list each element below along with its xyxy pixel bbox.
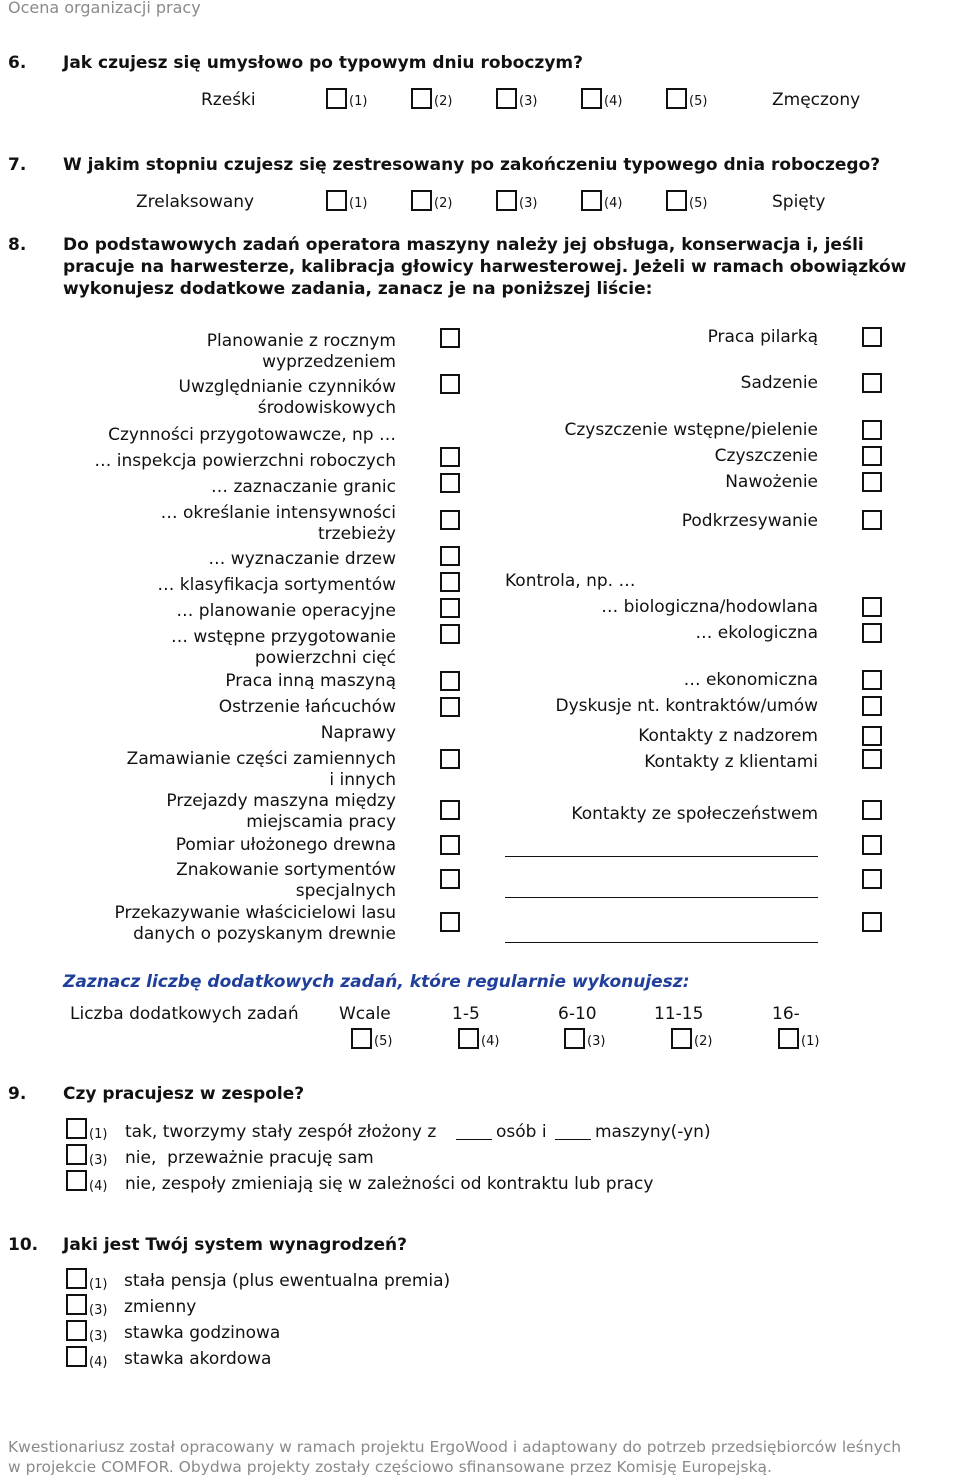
- right-task-2-checkbox[interactable]: [862, 373, 882, 393]
- q6-option-5-code: (5): [689, 94, 708, 109]
- right-task-6-checkbox[interactable]: [862, 510, 882, 530]
- count-option-5-checkbox[interactable]: [778, 1028, 799, 1049]
- q9-option-1-text-b: osób i: [496, 1122, 547, 1142]
- right-task-11-label: Dyskusje nt. kontraktów/umów: [555, 696, 818, 716]
- q7-option-1-checkbox[interactable]: [326, 190, 347, 211]
- left-task-5-checkbox[interactable]: [440, 473, 460, 493]
- q6-option-2-checkbox[interactable]: [411, 88, 432, 109]
- q8-count-prompt: Zaznacz liczbę dodatkowych zadań, które regularnie wykonujesz:: [63, 972, 690, 992]
- left-task-9-label-line-1: … planowanie operacyjne: [176, 601, 396, 621]
- left-task-17-label-line-2: specjalnych: [295, 881, 396, 901]
- q7-option-5-code: (5): [689, 196, 708, 211]
- left-task-12-label-line-1: Ostrzenie łańcuchów: [218, 697, 396, 717]
- q8-text-line-3: wykonujesz dodatkowe zadania, zanacz je na poniższej liście:: [63, 279, 653, 299]
- left-task-1-label-line-1: Planowanie z rocznym: [206, 331, 396, 351]
- q10-option-2-label: zmienny: [124, 1297, 197, 1317]
- q7-left-anchor: Zrelaksowany: [136, 192, 255, 212]
- right-task-5-label: Nawożenie: [725, 472, 818, 492]
- q7-question: W jakim stopniu czujesz się zestresowany po zakończeniu typowego dnia roboczego?: [63, 155, 881, 175]
- right-task-3-label: Czyszczenie wstępne/pielenie: [564, 420, 818, 440]
- left-task-16-label-line-1: Pomiar ułożonego drewna: [175, 835, 396, 855]
- q9-number: 9.: [8, 1084, 27, 1104]
- q6-option-5-checkbox[interactable]: [666, 88, 687, 109]
- q7-right-anchor: Spięty: [772, 192, 826, 212]
- left-task-6-label-line-2: trzebieży: [318, 524, 396, 544]
- count-option-2-label: 1-5: [452, 1004, 480, 1024]
- left-task-9-checkbox[interactable]: [440, 598, 460, 618]
- right-task-3-checkbox[interactable]: [862, 420, 882, 440]
- q7-option-4-code: (4): [604, 196, 623, 211]
- q9-option-2-text: nie, przeważnie pracuję sam: [125, 1148, 374, 1168]
- right-task-4-checkbox[interactable]: [862, 446, 882, 466]
- q7-option-5-checkbox[interactable]: [666, 190, 687, 211]
- right-other-task-3-checkbox[interactable]: [862, 912, 882, 932]
- q10-option-4-code: (4): [89, 1355, 108, 1370]
- q6-option-4-checkbox[interactable]: [581, 88, 602, 109]
- left-task-3-label-line-1: Czynności przygotowawcze, np …: [108, 425, 396, 445]
- left-task-7-label-line-1: … wyznaczanie drzew: [208, 549, 396, 569]
- q6-option-2-code: (2): [434, 94, 453, 109]
- left-task-12-checkbox[interactable]: [440, 697, 460, 717]
- q7-option-4-checkbox[interactable]: [581, 190, 602, 211]
- count-option-4-label: 11-15: [654, 1004, 704, 1024]
- right-task-13-checkbox[interactable]: [862, 749, 882, 769]
- right-task-2-label: Sadzenie: [740, 373, 818, 393]
- count-option-5-code: (1): [801, 1034, 820, 1049]
- q10-option-4-checkbox[interactable]: [66, 1346, 87, 1367]
- q8-text-line-1: Do podstawowych zadań operatora maszyny należy jej obsługa, konserwacja i, jeśli: [63, 235, 864, 255]
- q10-option-4-label: stawka akordowa: [124, 1349, 272, 1369]
- q10-option-2-checkbox[interactable]: [66, 1294, 87, 1315]
- q6-option-3-code: (3): [519, 94, 538, 109]
- right-task-8-checkbox[interactable]: [862, 597, 882, 617]
- left-task-17-checkbox[interactable]: [440, 869, 460, 889]
- right-task-9-checkbox[interactable]: [862, 623, 882, 643]
- q10-option-1-checkbox[interactable]: [66, 1268, 87, 1289]
- left-task-15-label-line-1: Przejazdy maszyna między: [166, 791, 396, 811]
- q6-question: Jak czujesz się umysłowo po typowym dniu roboczym?: [63, 53, 583, 73]
- footer-line-1: Kwestionariusz został opracowany w ramach projektu ErgoWood i adaptowany do potrzeb przedsiębiorców leśnych: [8, 1438, 902, 1456]
- left-task-14-label-line-2: i innych: [329, 770, 396, 790]
- right-task-4-label: Czyszczenie: [714, 446, 818, 466]
- right-task-14-label: Kontakty ze społeczeństwem: [571, 804, 818, 824]
- left-task-7-checkbox[interactable]: [440, 546, 460, 566]
- count-option-2-code: (4): [481, 1034, 500, 1049]
- left-task-8-label-line-1: … klasyfikacja sortymentów: [157, 575, 396, 595]
- count-option-5-label: 16-: [772, 1004, 800, 1024]
- left-task-2-label-line-2: środowiskowych: [257, 398, 396, 418]
- count-option-3-label: 6-10: [558, 1004, 597, 1024]
- count-option-4-checkbox[interactable]: [671, 1028, 692, 1049]
- q10-option-3-checkbox[interactable]: [66, 1320, 87, 1341]
- q6-option-1-checkbox[interactable]: [326, 88, 347, 109]
- right-task-11-checkbox[interactable]: [862, 696, 882, 716]
- q7-number: 7.: [8, 155, 27, 175]
- q8-other-task-line-3[interactable]: [505, 942, 818, 943]
- q9-machine-count-input[interactable]: [555, 1139, 591, 1140]
- q9-team-size-input[interactable]: [456, 1139, 492, 1140]
- q10-number: 10.: [8, 1235, 39, 1255]
- left-task-13-label-line-1: Naprawy: [320, 723, 396, 743]
- left-task-10-label-line-2: powierzchni cięć: [254, 648, 396, 668]
- left-task-14-checkbox[interactable]: [440, 749, 460, 769]
- left-task-1-label-line-2: wyprzedzeniem: [262, 352, 396, 372]
- q6-option-4-code: (4): [604, 94, 623, 109]
- count-option-2-checkbox[interactable]: [458, 1028, 479, 1049]
- q9-option-3-code: (4): [89, 1179, 108, 1194]
- left-task-6-label-line-1: … określanie intensywności: [160, 503, 396, 523]
- q10-option-3-label: stawka godzinowa: [124, 1323, 281, 1343]
- q10-question: Jaki jest Twój system wynagrodzeń?: [63, 1235, 407, 1255]
- q6-number: 6.: [8, 53, 27, 73]
- q9-option-1-checkbox[interactable]: [66, 1118, 87, 1139]
- count-option-4-code: (2): [694, 1034, 713, 1049]
- left-task-4-label-line-1: … inspekcja powierzchni roboczych: [94, 451, 396, 471]
- left-task-15-checkbox[interactable]: [440, 800, 460, 820]
- right-task-1-checkbox[interactable]: [862, 327, 882, 347]
- left-task-16-checkbox[interactable]: [440, 835, 460, 855]
- left-task-11-checkbox[interactable]: [440, 671, 460, 691]
- q10-option-3-code: (3): [89, 1329, 108, 1344]
- right-task-12-checkbox[interactable]: [862, 726, 882, 746]
- left-task-1-checkbox[interactable]: [440, 328, 460, 348]
- left-task-11-label-line-1: Praca inną maszyną: [225, 671, 396, 691]
- q7-option-2-code: (2): [434, 196, 453, 211]
- left-task-14-label-line-1: Zamawianie części zamiennych: [126, 749, 396, 769]
- count-option-1-checkbox[interactable]: [351, 1028, 372, 1049]
- q10-option-1-code: (1): [89, 1277, 108, 1292]
- count-option-1-code: (5): [374, 1034, 393, 1049]
- q9-option-2-checkbox[interactable]: [66, 1144, 87, 1165]
- right-task-5-checkbox[interactable]: [862, 472, 882, 492]
- q6-right-anchor: Zmęczony: [772, 90, 861, 110]
- right-task-1-label: Praca pilarką: [707, 327, 818, 347]
- q9-question: Czy pracujesz w zespole?: [63, 1084, 305, 1104]
- q6-option-1-code: (1): [349, 94, 368, 109]
- q7-option-3-code: (3): [519, 196, 538, 211]
- left-task-15-label-line-2: miejscamia pracy: [246, 812, 396, 832]
- q8-count-label: Liczba dodatkowych zadań: [70, 1004, 299, 1024]
- q7-option-2-checkbox[interactable]: [411, 190, 432, 211]
- left-task-4-checkbox[interactable]: [440, 447, 460, 467]
- count-option-3-checkbox[interactable]: [564, 1028, 585, 1049]
- q7-option-1-code: (1): [349, 196, 368, 211]
- q7-option-3-checkbox[interactable]: [496, 190, 517, 211]
- count-option-1-label: Wcale: [339, 1004, 391, 1024]
- left-task-18-checkbox[interactable]: [440, 912, 460, 932]
- page-header-title: Ocena organizacji pracy: [8, 0, 201, 17]
- left-task-18-label-line-2: danych o pozyskanym drewnie: [133, 924, 396, 944]
- left-task-2-checkbox[interactable]: [440, 374, 460, 394]
- q8-other-task-line-1[interactable]: [505, 856, 818, 857]
- left-task-5-label-line-1: … zaznaczanie granic: [211, 477, 396, 497]
- right-task-9-label: … ekologiczna: [695, 623, 818, 643]
- q9-option-2-code: (3): [89, 1153, 108, 1168]
- right-task-14-checkbox[interactable]: [862, 800, 882, 820]
- right-other-task-1-checkbox[interactable]: [862, 835, 882, 855]
- right-task-10-label: … ekonomiczna: [683, 670, 818, 690]
- q9-option-1-code: (1): [89, 1127, 108, 1142]
- right-task-12-label: Kontakty z nadzorem: [638, 726, 818, 746]
- q9-option-1-text-a: tak, tworzymy stały zespół złożony z: [125, 1122, 437, 1142]
- left-task-6-checkbox[interactable]: [440, 510, 460, 530]
- q9-option-1-text-c: maszyny(-yn): [595, 1122, 711, 1142]
- q9-option-3-text: nie, zespoły zmieniają się w zależności od kontraktu lub pracy: [125, 1174, 654, 1194]
- q6-left-anchor: Rześki: [201, 90, 256, 110]
- count-option-3-code: (3): [587, 1034, 606, 1049]
- q6-option-3-checkbox[interactable]: [496, 88, 517, 109]
- right-task-13-label: Kontakty z klientami: [644, 752, 818, 772]
- footer-line-2: w projekcie COMFOR. Obydwa projekty zostały częściowo sfinansowane przez Komisję Europejską.: [8, 1458, 772, 1476]
- left-task-10-checkbox[interactable]: [440, 624, 460, 644]
- q8-other-task-line-2[interactable]: [505, 897, 818, 898]
- right-task-10-checkbox[interactable]: [862, 670, 882, 690]
- left-task-18-label-line-1: Przekazywanie właścicielowi lasu: [114, 903, 396, 923]
- left-task-8-checkbox[interactable]: [440, 572, 460, 592]
- left-task-2-label-line-1: Uwzględnianie czynników: [178, 377, 396, 397]
- q10-option-1-label: stała pensja (plus ewentualna premia): [124, 1271, 451, 1291]
- q9-option-3-checkbox[interactable]: [66, 1170, 87, 1191]
- left-task-17-label-line-1: Znakowanie sortymentów: [176, 860, 396, 880]
- right-task-8-label: … biologiczna/hodowlana: [601, 597, 818, 617]
- q8-text-line-2: pracuje na harwesterze, kalibracja głowicy harwesterowej. Jeżeli w ramach obowiązków: [63, 257, 907, 277]
- q10-option-2-code: (3): [89, 1303, 108, 1318]
- right-task-6-label: Podkrzesywanie: [681, 511, 818, 531]
- right-task-7-label: Kontrola, np. …: [505, 571, 636, 591]
- q8-number: 8.: [8, 235, 27, 255]
- right-other-task-2-checkbox[interactable]: [862, 869, 882, 889]
- left-task-10-label-line-1: … wstępne przygotowanie: [170, 627, 396, 647]
